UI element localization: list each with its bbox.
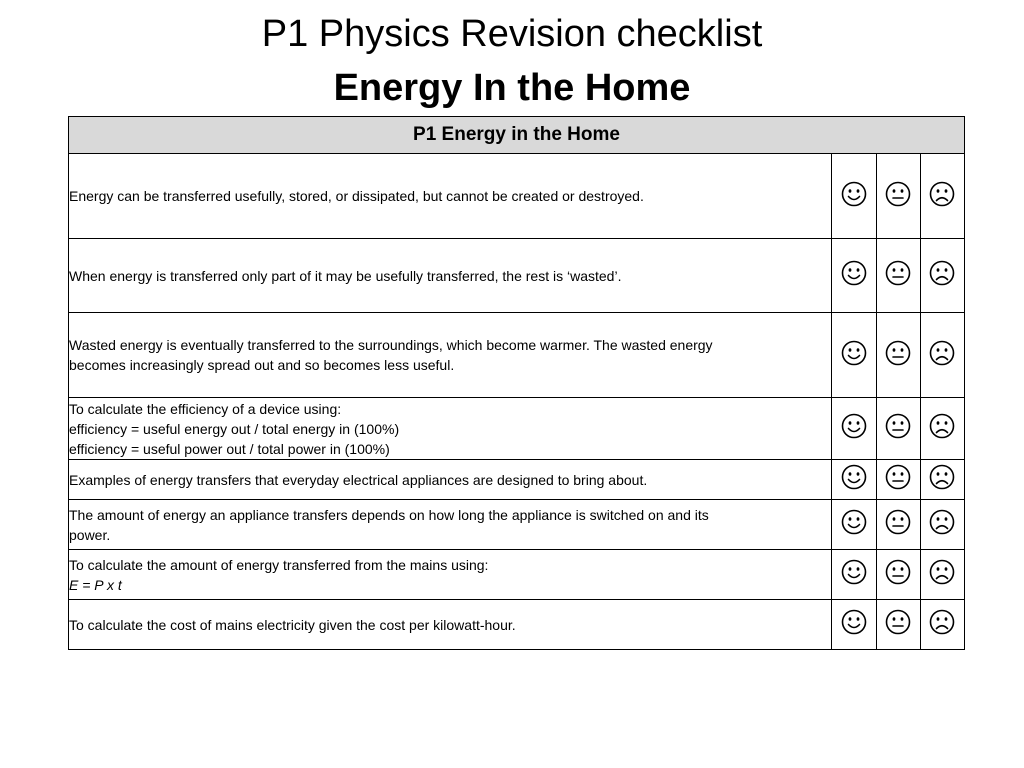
rating-cell[interactable] bbox=[920, 313, 964, 398]
rating-cell[interactable] bbox=[920, 460, 964, 500]
frowning-face-icon[interactable] bbox=[929, 181, 955, 207]
statement-line: To calculate the cost of mains electricity given the cost per kilowatt-hour. bbox=[69, 616, 516, 633]
neutral-face-icon[interactable] bbox=[885, 260, 911, 286]
table-row bbox=[69, 154, 965, 239]
table-row bbox=[69, 239, 965, 313]
statement-line: The amount of energy an appliance transfers depends on how long the appliance is switched on and its bbox=[69, 506, 709, 523]
revision-checklist-table bbox=[68, 116, 965, 650]
neutral-face-icon[interactable] bbox=[885, 559, 911, 585]
checklist-statement bbox=[69, 600, 832, 650]
rating-cell[interactable] bbox=[876, 239, 920, 313]
smiley-icon[interactable] bbox=[841, 413, 867, 439]
frowning-face-icon[interactable] bbox=[929, 559, 955, 585]
rating-cell[interactable] bbox=[876, 154, 920, 239]
smiley-icon[interactable] bbox=[841, 260, 867, 286]
rating-cell[interactable] bbox=[920, 398, 964, 460]
neutral-face-icon[interactable] bbox=[885, 413, 911, 439]
smiley-icon[interactable] bbox=[841, 559, 867, 585]
table-row bbox=[69, 398, 965, 460]
neutral-face-icon[interactable] bbox=[885, 181, 911, 207]
rating-cell[interactable] bbox=[920, 550, 964, 600]
statement-line: To calculate the amount of energy transferred from the mains using: bbox=[69, 556, 489, 573]
frowning-face-icon[interactable] bbox=[929, 260, 955, 286]
table-row bbox=[69, 460, 965, 500]
neutral-face-icon[interactable] bbox=[885, 340, 911, 366]
checklist-statement bbox=[69, 550, 832, 600]
rating-cell[interactable] bbox=[876, 600, 920, 650]
checklist-statement bbox=[69, 460, 832, 500]
rating-cell[interactable] bbox=[832, 239, 876, 313]
rating-cell[interactable] bbox=[832, 154, 876, 239]
table-row bbox=[69, 550, 965, 600]
table-row bbox=[69, 600, 965, 650]
rating-cell[interactable] bbox=[876, 500, 920, 550]
rating-cell[interactable] bbox=[876, 550, 920, 600]
smiley-icon[interactable] bbox=[841, 181, 867, 207]
frowning-face-icon[interactable] bbox=[929, 413, 955, 439]
checklist-statement bbox=[69, 398, 832, 460]
rating-cell[interactable] bbox=[876, 313, 920, 398]
page-subtitle: Energy In the Home bbox=[333, 67, 691, 109]
rating-cell[interactable] bbox=[876, 398, 920, 460]
statement-line: Wasted energy is eventually transferred to the surroundings, which become warmer. The wasted energy bbox=[69, 337, 713, 353]
rating-cell[interactable] bbox=[832, 550, 876, 600]
table-row bbox=[69, 500, 965, 550]
frowning-face-icon[interactable] bbox=[929, 609, 955, 635]
statement-line: To calculate the efficiency of a device using: bbox=[69, 400, 342, 417]
rating-cell[interactable] bbox=[832, 398, 876, 460]
smiley-icon[interactable] bbox=[841, 464, 867, 490]
rating-cell[interactable] bbox=[920, 154, 964, 239]
frowning-face-icon[interactable] bbox=[929, 464, 955, 490]
frowning-face-icon[interactable] bbox=[929, 509, 955, 535]
statement-line: E = P x t bbox=[69, 576, 122, 593]
statement-line: When energy is transferred only part of it may be usefully transferred, the rest is ‘wasted’. bbox=[69, 267, 622, 284]
statement-line: efficiency = useful energy out / total energy in (100%) bbox=[69, 420, 400, 437]
statement-line: Energy can be transferred usefully, stored, or dissipated, but cannot be created or destroyed. bbox=[69, 188, 644, 204]
rating-cell[interactable] bbox=[876, 460, 920, 500]
rating-cell[interactable] bbox=[920, 600, 964, 650]
rating-cell[interactable] bbox=[832, 460, 876, 500]
rating-cell[interactable] bbox=[832, 500, 876, 550]
rating-cell[interactable] bbox=[920, 239, 964, 313]
checklist-statement bbox=[69, 313, 832, 398]
smiley-icon[interactable] bbox=[841, 340, 867, 366]
checklist-statement bbox=[69, 154, 832, 239]
neutral-face-icon[interactable] bbox=[885, 464, 911, 490]
neutral-face-icon[interactable] bbox=[885, 609, 911, 635]
rating-cell[interactable] bbox=[832, 600, 876, 650]
rating-cell[interactable] bbox=[920, 500, 964, 550]
statement-line: power. bbox=[69, 526, 111, 543]
rating-cell[interactable] bbox=[832, 313, 876, 398]
page-title: P1 Physics Revision checklist bbox=[261, 13, 763, 55]
table-row bbox=[69, 313, 965, 398]
table-header-row bbox=[69, 117, 965, 154]
statement-line: becomes increasingly spread out and so becomes less useful. bbox=[69, 357, 455, 373]
smiley-icon[interactable] bbox=[841, 609, 867, 635]
frowning-face-icon[interactable] bbox=[929, 340, 955, 366]
neutral-face-icon[interactable] bbox=[885, 509, 911, 535]
smiley-icon[interactable] bbox=[841, 509, 867, 535]
statement-line: efficiency = useful power out / total power in (100%) bbox=[69, 440, 390, 457]
checklist-statement bbox=[69, 500, 832, 550]
table-header: P1 Energy in the Home bbox=[69, 117, 965, 154]
statement-line: Examples of energy transfers that everyday electrical appliances are designed to bring about. bbox=[69, 471, 648, 488]
checklist-statement bbox=[69, 239, 832, 313]
